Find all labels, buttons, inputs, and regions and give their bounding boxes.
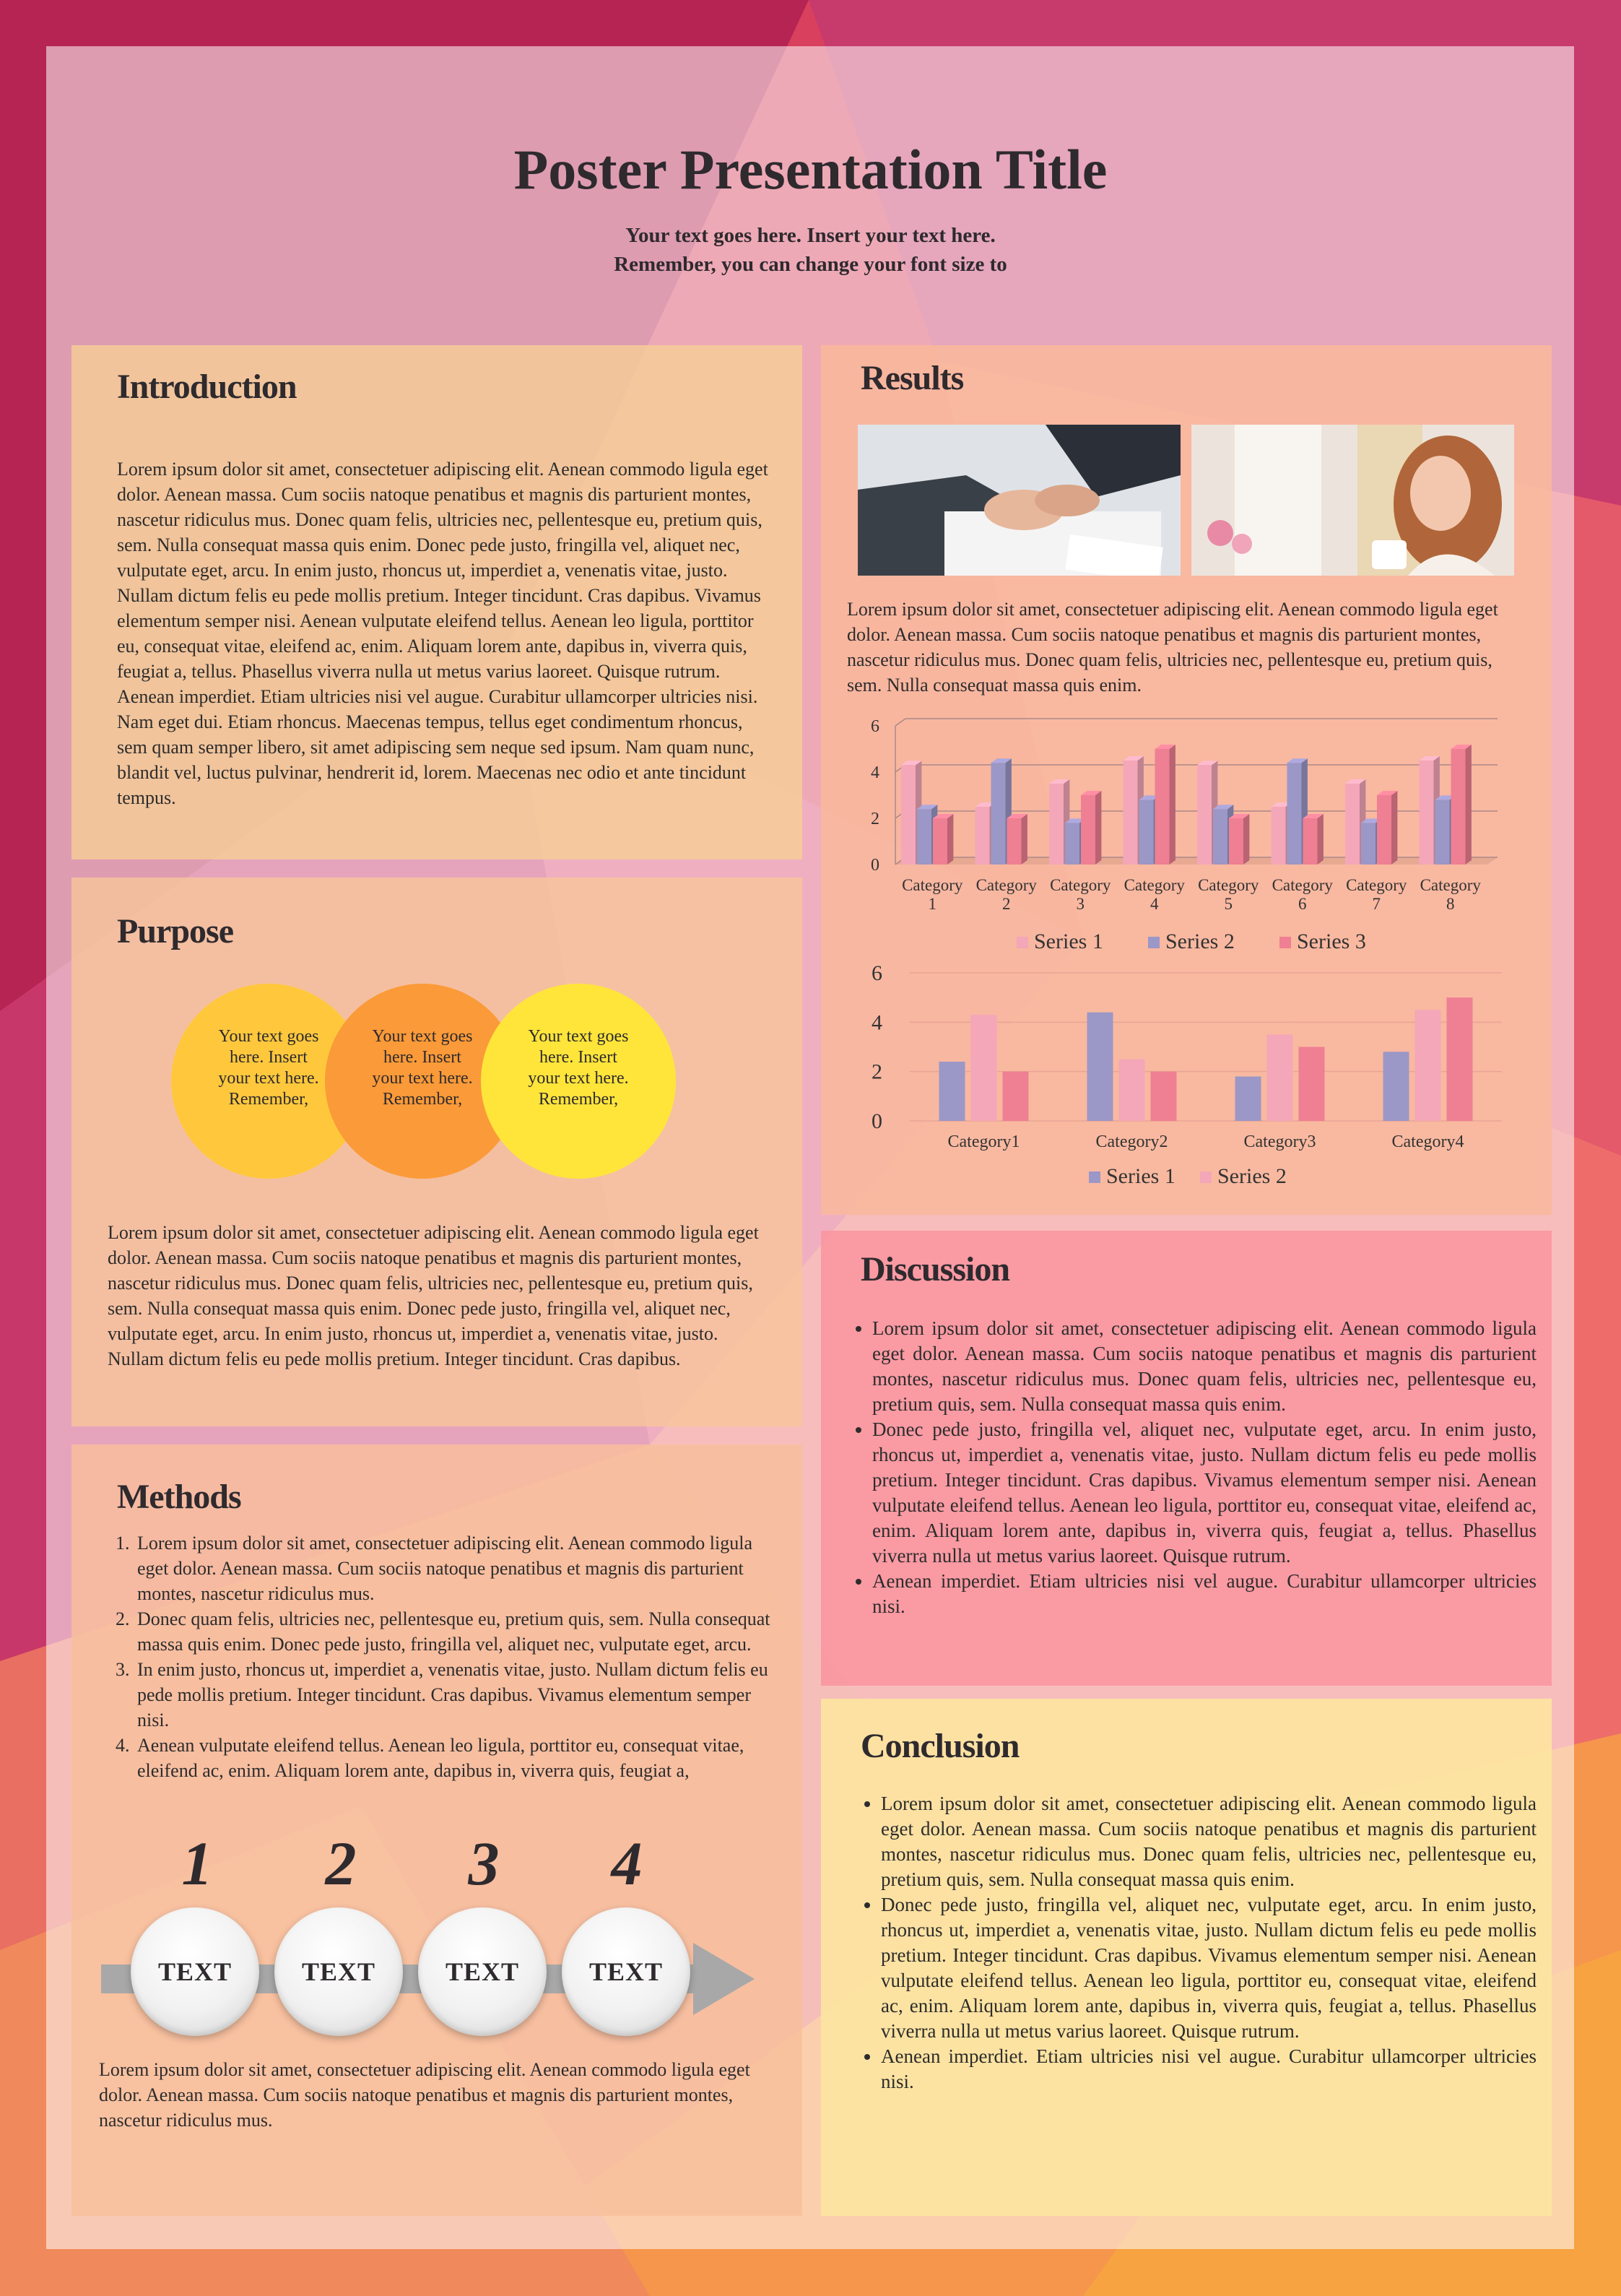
chart1-ytick-label: 2: [871, 810, 879, 828]
discussion-item-3: • Aenean imperdiet. Etiam ultricies nisi vel augue. Curabitur ullamcorper ultricies nisi.: [872, 1569, 1537, 1619]
chart1-category-label: 5: [1224, 895, 1233, 913]
chart1-bar-side: [947, 814, 953, 865]
chart2-bar: [1383, 1052, 1409, 1121]
chart1-category-label: Category: [1420, 876, 1481, 894]
conclusion-item-1: • Lorem ipsum dolor sit amet, consectetuer adipiscing elit. Aenean commodo ligula eget dolor. Aenean massa. Cum sociis natoque penatibus et magnis dis parturient montes, nascetur ridiculus mus. Donec quam felis, ultricies nec, pellentesque eu, pretium quis, sem. Nulla consequat massa quis enim.: [881, 1791, 1537, 1892]
methods-list: [97, 1530, 784, 1783]
chart1-legend-label: Series 1: [1034, 930, 1103, 953]
chart1-bar: [1124, 761, 1138, 865]
chart1-category-label: Category: [1198, 876, 1259, 894]
chart1-bar: [1303, 818, 1318, 865]
chart1-bar: [1345, 784, 1360, 865]
chart1-category-label: 2: [1002, 895, 1011, 913]
chart1-category-label: Category: [1050, 876, 1111, 894]
chart1-bar: [1451, 749, 1466, 865]
chart2-bar: [1299, 1047, 1325, 1122]
discussion-heading: Discussion: [861, 1250, 1010, 1288]
subtitle-line-1: Your text goes here. Insert your text here.: [625, 224, 996, 247]
chart2-legend-label: Series 1: [1106, 1164, 1175, 1188]
chart1-bar: [1229, 818, 1243, 865]
chart1-bar: [1081, 795, 1095, 865]
step-number-2: 2: [325, 1829, 357, 1898]
chart2-bar: [1119, 1060, 1145, 1121]
step-number-3: 3: [468, 1829, 500, 1898]
chart2-legend-label: Series 2: [1217, 1164, 1287, 1188]
chart1-category-label: Category: [1272, 876, 1333, 894]
purpose-circle-1-text: Your text goes here. Insert your text here. Remember,: [218, 1027, 319, 1109]
chart2-ytick-label: 4: [872, 1010, 882, 1035]
chart2-legend-swatch: [1089, 1171, 1100, 1183]
handshake-illustration: [858, 425, 1181, 576]
chart1-legend-swatch: [1148, 937, 1160, 948]
purpose-circle-3: [481, 984, 676, 1179]
chart1-bar: [1377, 795, 1391, 865]
handshake-photo: [858, 425, 1181, 576]
chart1-bar-side: [1022, 814, 1027, 865]
chart2-ytick-label: 2: [872, 1060, 882, 1084]
discussion-list: [838, 1316, 1537, 1619]
chart1-category-label: Category: [1124, 876, 1185, 894]
chart1-bar: [1155, 749, 1170, 865]
methods-item-1: 1. Lorem ipsum dolor sit amet, consectetuer adipiscing elit. Aenean commodo ligula eget dolor. Aenean massa. Cum sociis natoque penatibus et magnis dis parturient montes, nascetur ridiculus mus.: [134, 1530, 784, 1606]
chart2-bar: [1087, 1013, 1113, 1121]
chart1-bar: [933, 818, 947, 865]
chart1-category-label: 1: [928, 895, 936, 913]
chart2-ytick-label: 6: [872, 961, 882, 985]
chart2-bar: [1003, 1072, 1029, 1121]
chart1-category-label: 8: [1446, 895, 1455, 913]
chart1-bar: [1007, 818, 1022, 865]
chart2-bar: [1415, 1010, 1441, 1121]
methods-footer-text: Lorem ipsum dolor sit amet, consectetuer adipiscing elit. Aenean commodo ligula eget dolor. Aenean massa. Cum sociis natoque penatibus et magnis dis parturient montes, nascetur ridiculus mus.: [99, 2059, 750, 2131]
chart1-category-label: Category: [1346, 876, 1407, 894]
conclusion-item-3: • Aenean imperdiet. Etiam ultricies nisi vel augue. Curabitur ullamcorper ultricies nisi.: [881, 2044, 1537, 2094]
chart1-ytick-label: 4: [871, 763, 879, 782]
chart1-category-label: 4: [1150, 895, 1159, 913]
introduction-text: Lorem ipsum dolor sit amet, consectetuer adipiscing elit. Aenean commodo ligula eget dolor. Aenean massa. Cum sociis natoque penatibus et magnis dis parturient montes, nascetur ridiculus mus. Donec quam felis, ultricies nec, pellentesque eu, pretium quis, sem. Nulla consequat massa quis enim. Donec pede justo, fringilla vel, aliquet nec, vulputate eget, arcu. In enim justo, rhoncus ut, imperdiet a, venenatis vitae, justo. Nullam dictum felis eu pede mollis pretium. Integer tincidunt. Cras dapibus. Vivamus elementum semper nisi. Aenean vulputate eleifend tellus. Aenean leo ligula, porttitor eu, consequat vitae, eleifend ac, enim. Aliquam lorem ante, dapibus in, viverra quis, feugiat a, tellus. Phasellus viverra nulla ut metus varius laoreet. Quisque rutrum. Aenean imperdiet. Etiam ultricies nisi vel augue. Curabitur ullamcorper ultricies nisi. Nam eget dui. Etiam rhoncus. Maecenas tempus, tellus eget condimentum rhoncus, sem quam semper libero, sit amet adipiscing sem neque sed ipsum. Nam quam nunc, blandit vel, luctus pulvinar, hendrerit id, lorem. Maecenas nec odio et ante tincidunt tempus.: [117, 459, 768, 808]
purpose-heading: Purpose: [117, 912, 233, 950]
chart1-bar-side: [1243, 814, 1249, 865]
smiling-woman-illustration: [1191, 425, 1514, 576]
step-number-1: 1: [181, 1829, 213, 1898]
results-text: Lorem ipsum dolor sit amet, consectetuer adipiscing elit. Aenean commodo ligula eget dolor. Aenean massa. Cum sociis natoque penatibus et magnis dis parturient montes, nascetur ridiculus mus. Donec quam felis, ultricies nec, pellentesque eu, pretium quis, sem. Nulla consequat massa quis enim.: [847, 599, 1498, 696]
chart1-bar: [917, 809, 931, 865]
chart2-bar: [939, 1062, 965, 1121]
chart1-legend-label: Series 2: [1165, 930, 1235, 953]
step-circle-1: TEXT: [131, 1907, 259, 2036]
purpose-circle-3-text: Your text goes here. Insert your text here. Remember,: [528, 1027, 629, 1109]
chart1-bar: [1197, 765, 1212, 865]
chart1-bar: [1213, 809, 1227, 865]
chart1-bar-side: [1095, 791, 1101, 865]
chart1-bar: [975, 807, 990, 865]
chart1-legend-swatch: [1017, 937, 1028, 948]
chart1-bar: [991, 763, 1006, 865]
chart1-bar-side: [1170, 745, 1175, 865]
chart1-bar-side: [1391, 791, 1397, 865]
chart1-bar: [901, 765, 916, 865]
chart1-bar: [1272, 807, 1286, 865]
methods-item-2: 2. Donec quam felis, ultricies nec, pellentesque eu, pretium quis, sem. Nulla consequat massa quis enim. Donec pede justo, fringilla vel, aliquet nec, vulputate eget, arcu.: [134, 1606, 784, 1657]
step-circle-4: TEXT: [562, 1907, 690, 2036]
conclusion-item-2: • Donec pede justo, fringilla vel, aliquet nec, vulputate eget, arcu. In enim justo, rhoncus ut, imperdiet a, venenatis vitae, justo. Nullam dictum felis eu pede mollis pretium. Integer tincidunt. Cras dapibus. Vivamus elementum semper nisi. Aenean vulputate eleifend tellus. Aenean leo ligula, porttitor eu, consequat vitae, eleifend ac, enim. Aliquam lorem ante, dapibus in, viverra quis, feugiat a, tellus. Phasellus viverra nulla ut metus varius laoreet. Quisque rutrum.: [881, 1892, 1537, 2044]
poster-subtitle: [0, 221, 1621, 279]
chart2-bar: [971, 1015, 997, 1121]
discussion-item-2: • Donec pede justo, fringilla vel, aliquet nec, vulputate eget, arcu. In enim justo, rhoncus ut, imperdiet a, venenatis vitae, justo. Nullam dictum felis eu pede mollis pretium. Integer tincidunt. Cras dapibus. Vivamus elementum semper nisi. Aenean vulputate eleifend tellus. Aenean leo ligula, porttitor eu, consequat vitae, eleifend ac, enim. Aliquam lorem ante, dapibus in, viverra quis, feugiat a, tellus. Phasellus viverra nulla ut metus varius laoreet. Quisque rutrum.: [872, 1417, 1537, 1569]
chart1-category-label: 6: [1298, 895, 1307, 913]
step-circle-3: TEXT: [418, 1907, 547, 2036]
chart2-category-label: Category1: [947, 1132, 1020, 1151]
methods-heading: Methods: [117, 1478, 241, 1516]
results-chart-1: [838, 711, 1531, 957]
chart1-gridline: [895, 719, 905, 726]
chart1-bar: [1049, 784, 1064, 865]
chart1-legend-swatch: [1279, 937, 1291, 948]
step-number-4: 4: [611, 1829, 643, 1898]
chart1-ytick-label: 6: [871, 717, 879, 736]
chart1-category-label: Category: [975, 876, 1037, 894]
chart1-bar: [1435, 800, 1450, 865]
chart2-category-label: Category2: [1095, 1132, 1168, 1151]
chart1-category-label: Category: [902, 876, 963, 894]
smiling-woman-with-cup-photo: [1191, 425, 1514, 576]
chart2-legend-swatch: [1200, 1171, 1212, 1183]
purpose-text: Lorem ipsum dolor sit amet, consectetuer adipiscing elit. Aenean commodo ligula eget dolor. Aenean massa. Cum sociis natoque penatibus et magnis dis parturient montes, nascetur ridiculus mus. Donec quam felis, ultricies nec, pellentesque eu, pretium quis, sem. Nulla consequat massa quis enim. Donec pede justo, fringilla vel, aliquet nec, vulputate eget, arcu. In enim justo, rhoncus ut, imperdiet a, venenatis vitae, justo. Nullam dictum felis eu pede mollis pretium. Integer tincidunt. Cras dapibus.: [108, 1222, 759, 1369]
methods-item-3: 3. In enim justo, rhoncus ut, imperdiet a, venenatis vitae, justo. Nullam dictum felis eu pede mollis pretium. Integer tincidunt. Cras dapibus. Vivamus elementum semper nisi.: [134, 1657, 784, 1733]
subtitle-line-2: Remember, you can change your font size to: [614, 253, 1007, 276]
chart1-category-label: 7: [1372, 895, 1381, 913]
chart2-bar: [1267, 1034, 1293, 1121]
chart1-bar: [1065, 823, 1079, 865]
chart2-bar: [1151, 1072, 1177, 1121]
chart1-category-label: 3: [1076, 895, 1085, 913]
results-chart-2: [838, 955, 1531, 1200]
purpose-circle-2-text: Your text goes here. Insert your text here. Remember,: [372, 1027, 473, 1109]
chart2-category-label: Category4: [1391, 1132, 1464, 1151]
introduction-heading: Introduction: [117, 368, 297, 406]
chart1-bar: [1361, 823, 1376, 865]
chart2-bar: [1235, 1077, 1261, 1122]
chart2-ytick-label: 0: [872, 1109, 882, 1133]
chart1-bar: [1287, 763, 1302, 865]
poster-title: Poster Presentation Title: [513, 138, 1108, 201]
chart1-bar: [1139, 800, 1154, 865]
methods-item-4: 4. Aenean vulputate eleifend tellus. Aenean leo ligula, porttitor eu, consequat vitae, eleifend ac, enim. Aliquam lorem ante, dapibus in, viverra quis, feugiat a,: [134, 1733, 784, 1783]
chart1-bar: [1420, 761, 1434, 865]
chart1-bar-side: [1318, 814, 1324, 865]
discussion-item-1: • Lorem ipsum dolor sit amet, consectetuer adipiscing elit. Aenean commodo ligula eget dolor. Aenean massa. Cum sociis natoque penatibus et magnis dis parturient montes, nascetur ridiculus mus. Donec quam felis, ultricies nec, pellentesque eu, pretium quis, sem. Nulla consequat massa quis enim.: [872, 1316, 1537, 1417]
chart1-ytick-label: 0: [871, 856, 879, 875]
conclusion-heading: Conclusion: [861, 1727, 1020, 1765]
conclusion-list: [846, 1791, 1537, 2094]
step-circle-2: TEXT: [274, 1907, 403, 2036]
chart2-bar: [1447, 997, 1473, 1121]
chart2-category-label: Category3: [1243, 1132, 1316, 1151]
chart1-bar-side: [1466, 745, 1472, 865]
results-heading: Results: [861, 359, 964, 397]
chart1-legend-label: Series 3: [1297, 930, 1366, 953]
